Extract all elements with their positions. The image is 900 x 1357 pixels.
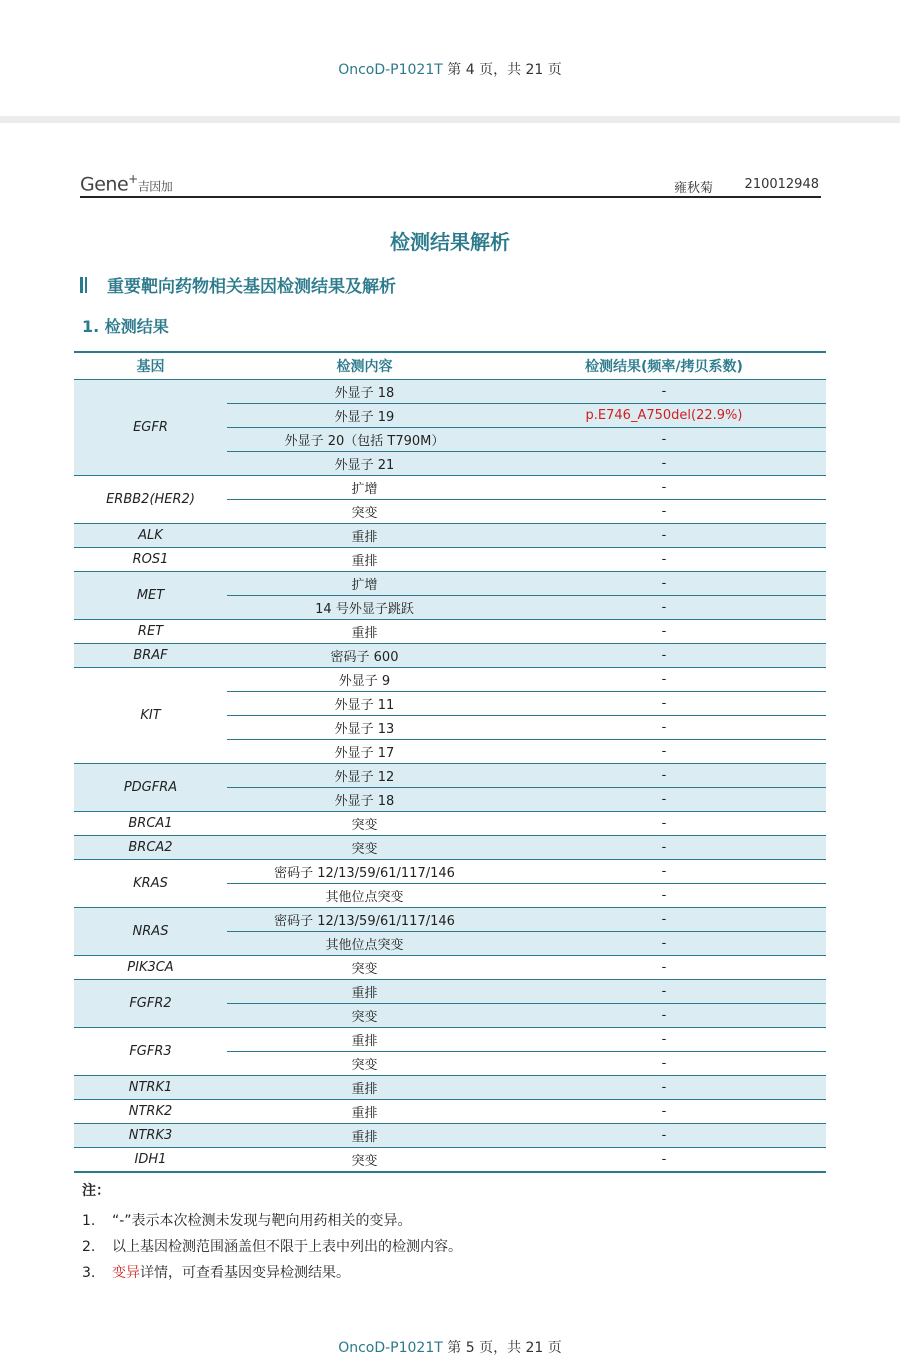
table-row [74, 524, 826, 548]
result-cell: - [502, 428, 826, 452]
content-cell: 重排 [227, 1100, 502, 1124]
sub-title: 1. 检测结果 [82, 317, 169, 336]
content-cell: 突变 [227, 1052, 502, 1076]
result-cell: - [502, 572, 826, 596]
gene-cell: FGFR2 [74, 980, 227, 1028]
content-cell: 扩增 [227, 572, 502, 596]
content-cell: 密码子 12/13/59/61/117/146 [227, 860, 502, 884]
content-cell: 突变 [227, 1148, 502, 1173]
content-cell: 外显子 13 [227, 716, 502, 740]
gene-cell: FGFR3 [74, 1028, 227, 1076]
content-cell: 重排 [227, 620, 502, 644]
result-cell: p.E746_A750del(22.9%) [502, 404, 826, 428]
result-cell: - [502, 524, 826, 548]
content-cell: 外显子 19 [227, 404, 502, 428]
gene-cell: NTRK2 [74, 1100, 227, 1124]
content-cell: 外显子 17 [227, 740, 502, 764]
note-item: 2. 以上基因检测范围涵盖但不限于上表中列出的检测内容。 [82, 1239, 462, 1255]
content-cell: 重排 [227, 980, 502, 1004]
result-cell: - [502, 452, 826, 476]
table-header-row [74, 352, 826, 380]
content-cell: 14 号外显子跳跃 [227, 596, 502, 620]
gene-cell: NRAS [74, 908, 227, 956]
report-code: OncoD-P1021T [338, 1340, 443, 1356]
table-row [74, 572, 826, 596]
page-footer-bottom [0, 1337, 900, 1357]
content-cell: 其他位点突变 [227, 932, 502, 956]
table-row [74, 1076, 826, 1100]
content-cell: 外显子 11 [227, 692, 502, 716]
content-cell: 外显子 12 [227, 764, 502, 788]
gene-cell: BRCA2 [74, 836, 227, 860]
result-cell: - [502, 644, 826, 668]
content-cell: 扩增 [227, 476, 502, 500]
result-cell: - [502, 1124, 826, 1148]
section-title: 重要靶向药物相关基因检测结果及解析 [80, 272, 396, 297]
result-cell: - [502, 764, 826, 788]
gene-plus-logo: Gene+吉因加 [80, 172, 173, 196]
content-cell: 密码子 600 [227, 644, 502, 668]
content-cell: 密码子 12/13/59/61/117/146 [227, 908, 502, 932]
result-cell: - [502, 548, 826, 572]
content-cell: 外显子 9 [227, 668, 502, 692]
gene-cell: ERBB2(HER2) [74, 476, 227, 524]
page-footer-top [0, 59, 900, 79]
gene-cell: NTRK3 [74, 1124, 227, 1148]
table-row [74, 476, 826, 500]
result-cell: - [502, 500, 826, 524]
result-cell: - [502, 836, 826, 860]
table-row [74, 908, 826, 932]
table-row [74, 860, 826, 884]
result-cell: - [502, 620, 826, 644]
header-result: 检测结果(频率/拷贝系数) [502, 352, 826, 380]
notes [82, 1180, 462, 1286]
result-table [74, 351, 826, 1173]
table-row [74, 644, 826, 668]
result-cell: - [502, 1076, 826, 1100]
table-row [74, 956, 826, 980]
page-separator [0, 116, 900, 123]
result-cell: - [502, 1028, 826, 1052]
content-cell: 外显子 18 [227, 788, 502, 812]
content-cell: 重排 [227, 548, 502, 572]
result-cell: - [502, 812, 826, 836]
table-row [74, 380, 826, 404]
gene-cell: BRAF [74, 644, 227, 668]
content-cell: 突变 [227, 500, 502, 524]
result-cell: - [502, 380, 826, 404]
result-cell: - [502, 884, 826, 908]
result-cell: - [502, 788, 826, 812]
gene-cell: PDGFRA [74, 764, 227, 812]
table-row [74, 1148, 826, 1173]
content-cell: 重排 [227, 524, 502, 548]
result-cell: - [502, 668, 826, 692]
result-cell: - [502, 956, 826, 980]
gene-cell: BRCA1 [74, 812, 227, 836]
header-gene: 基因 [74, 352, 227, 380]
note-item: 1. “-”表示本次检测未发现与靶向用药相关的变异。 [82, 1213, 412, 1229]
patient-name: 雍秋菊 [673, 181, 713, 196]
table-row [74, 764, 826, 788]
note-item: 3. 变异详情，可查看基因变异检测结果。 [82, 1265, 350, 1281]
gene-cell: PIK3CA [74, 956, 227, 980]
result-cell: - [502, 692, 826, 716]
result-cell: - [502, 596, 826, 620]
content-cell: 重排 [227, 1076, 502, 1100]
header-content: 检测内容 [227, 352, 502, 380]
table-row [74, 620, 826, 644]
content-cell: 突变 [227, 1004, 502, 1028]
gene-cell: RET [74, 620, 227, 644]
content-cell: 突变 [227, 836, 502, 860]
gene-cell: MET [74, 572, 227, 620]
report-header [80, 172, 821, 198]
content-cell: 重排 [227, 1124, 502, 1148]
notes-title: 注： [82, 1183, 110, 1199]
table-row [74, 812, 826, 836]
report-code: OncoD-P1021T [338, 62, 443, 78]
result-cell: - [502, 860, 826, 884]
page-number: 第 5 页，共 21 页 [447, 1340, 562, 1356]
table-row [74, 1124, 826, 1148]
content-cell: 外显子 20（包括 T790M） [227, 428, 502, 452]
gene-cell: NTRK1 [74, 1076, 227, 1100]
table-row [74, 980, 826, 1004]
table-row [74, 668, 826, 692]
result-cell: - [502, 1100, 826, 1124]
content-cell: 其他位点突变 [227, 884, 502, 908]
content-cell: 外显子 21 [227, 452, 502, 476]
table-row [74, 548, 826, 572]
result-cell: - [502, 980, 826, 1004]
gene-cell: EGFR [74, 380, 227, 476]
sample-id: 210012948 [744, 177, 819, 192]
gene-cell: ROS1 [74, 548, 227, 572]
result-cell: - [502, 1004, 826, 1028]
table-row [74, 1028, 826, 1052]
result-cell: - [502, 1148, 826, 1173]
section-bar-icon [80, 277, 87, 293]
content-cell: 重排 [227, 1028, 502, 1052]
gene-cell: KRAS [74, 860, 227, 908]
result-cell: - [502, 1052, 826, 1076]
content-cell: 突变 [227, 812, 502, 836]
content-cell: 突变 [227, 956, 502, 980]
result-cell: - [502, 476, 826, 500]
result-cell: - [502, 716, 826, 740]
result-cell: - [502, 908, 826, 932]
table-row [74, 836, 826, 860]
content-cell: 外显子 18 [227, 380, 502, 404]
result-cell: - [502, 740, 826, 764]
gene-cell: ALK [74, 524, 227, 548]
gene-cell: KIT [74, 668, 227, 764]
gene-cell: IDH1 [74, 1148, 227, 1173]
table-row [74, 1100, 826, 1124]
page-number: 第 4 页，共 21 页 [447, 62, 562, 78]
page-title: 检测结果解析 [390, 230, 510, 254]
result-cell: - [502, 932, 826, 956]
